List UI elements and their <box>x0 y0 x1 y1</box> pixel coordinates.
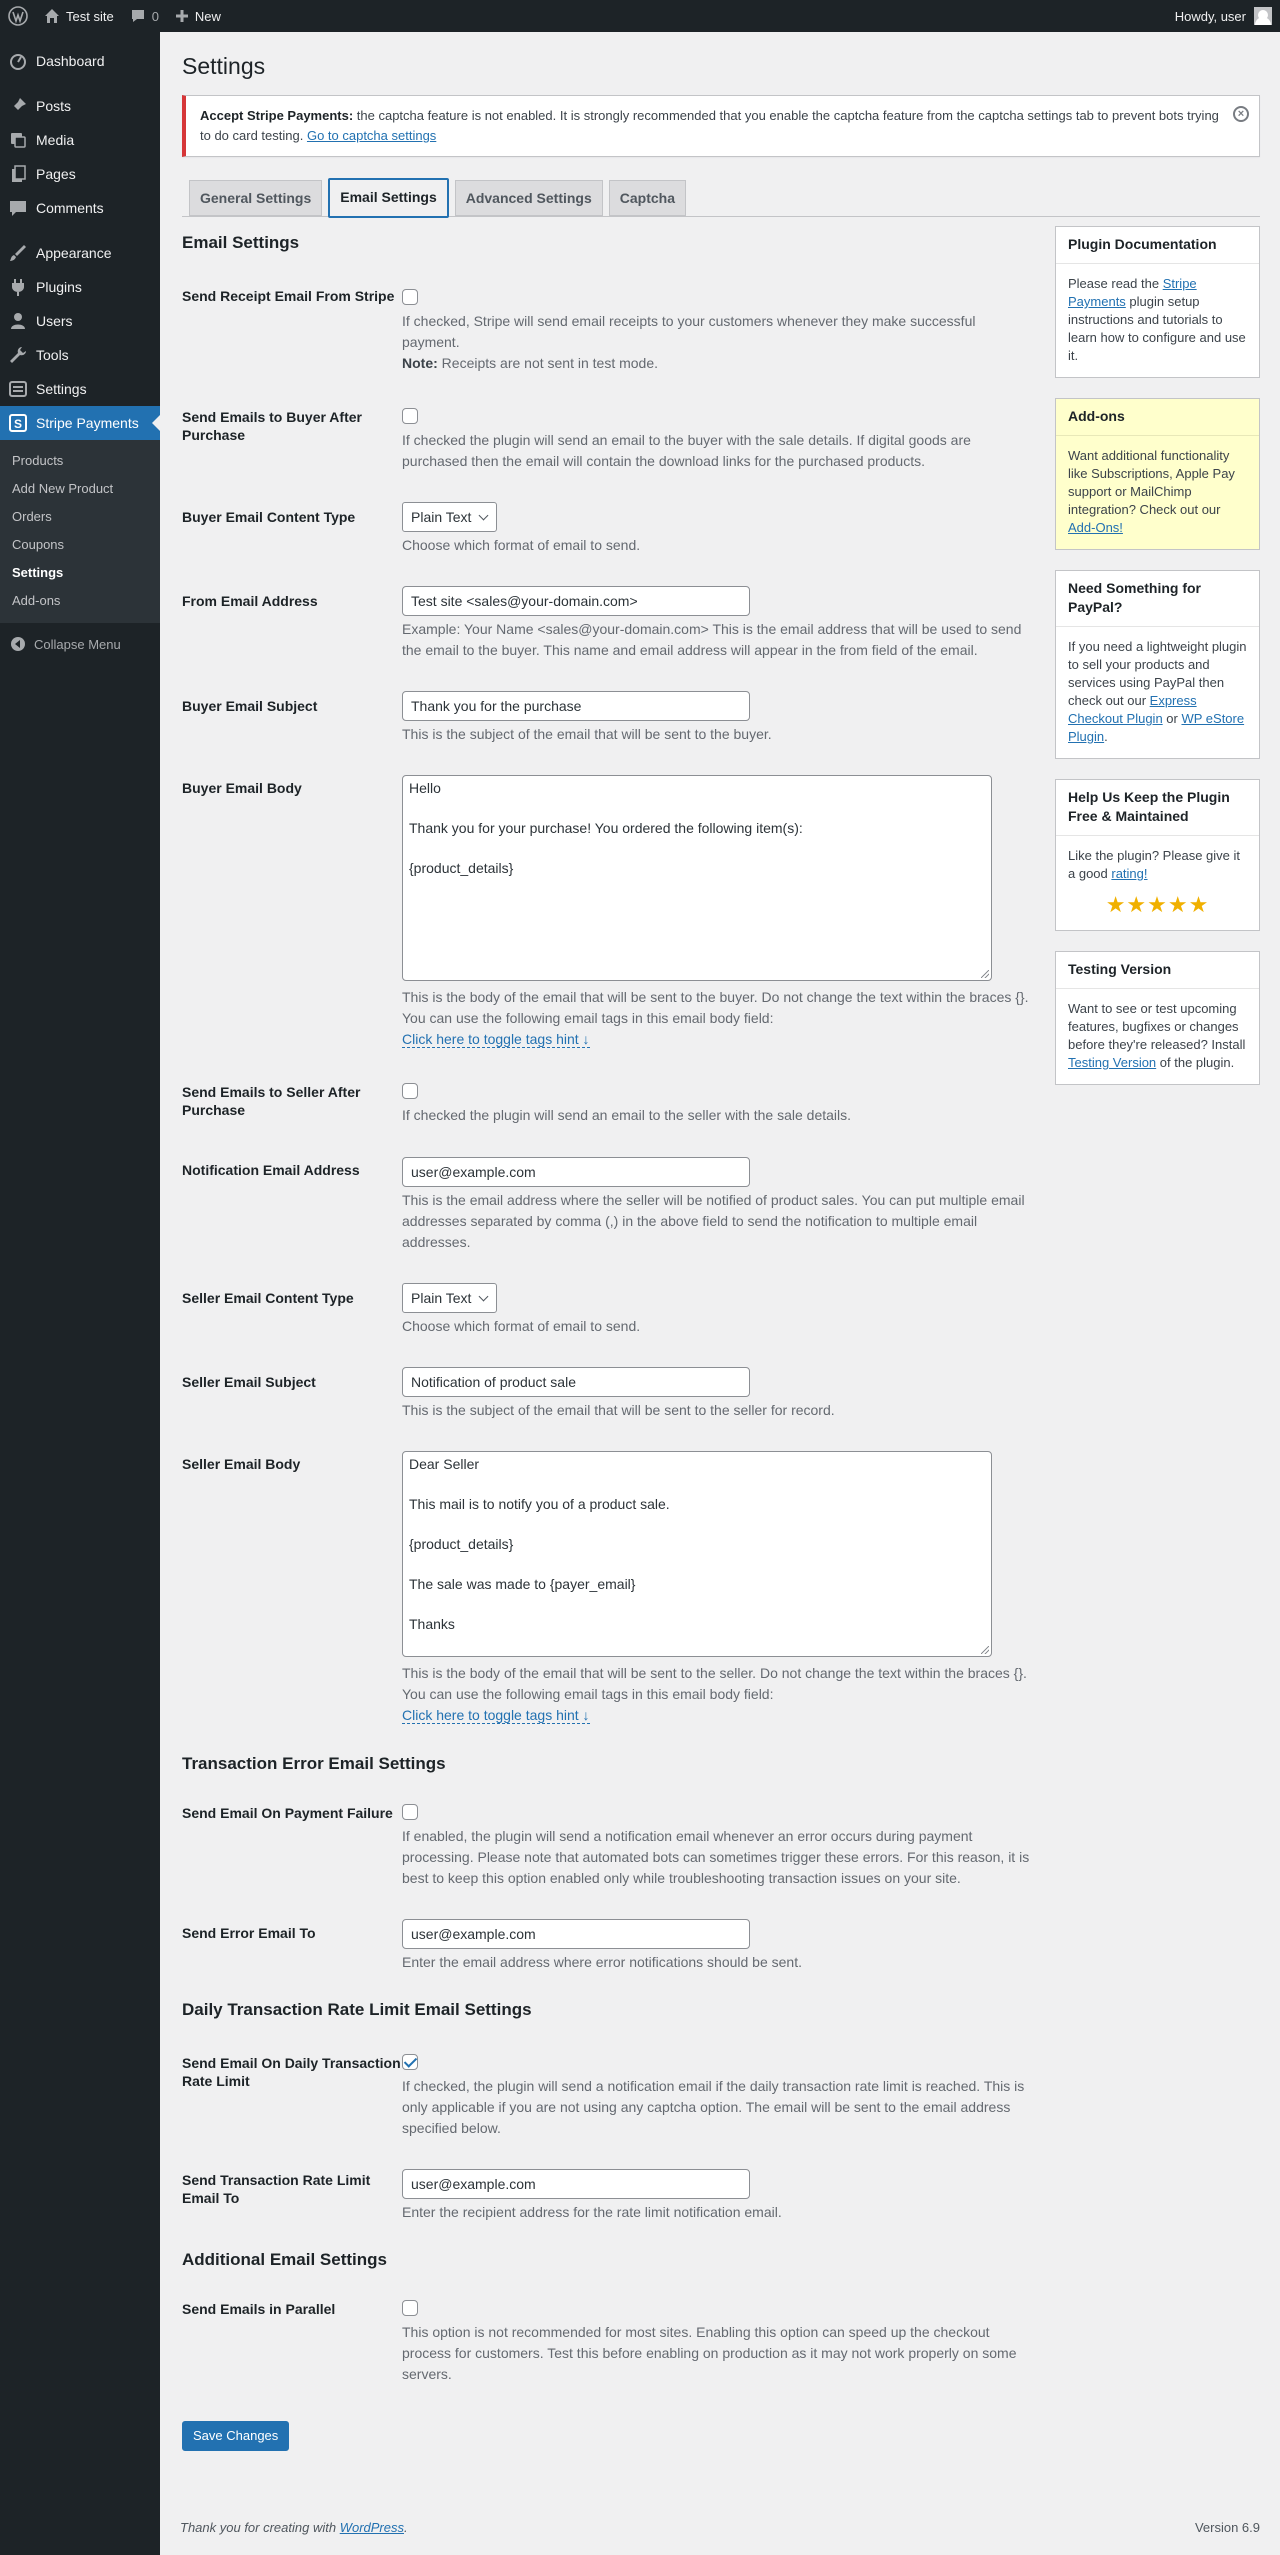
send-seller-checkbox[interactable] <box>402 1083 418 1099</box>
paypal-box <box>1055 570 1260 759</box>
from-email-label: From Email Address <box>182 593 318 609</box>
submenu-item-add-new-product[interactable]: Add New Product <box>12 481 114 496</box>
buyer-content-type-label: Buyer Email Content Type <box>182 509 356 525</box>
collapse-menu-button[interactable] <box>0 627 160 661</box>
buyer-subject-row <box>182 691 1030 745</box>
menu-item-plugins[interactable] <box>0 270 160 304</box>
my-account-menu[interactable] <box>1175 7 1280 25</box>
addons-link[interactable]: Add-Ons! <box>1068 520 1123 535</box>
wordpress-link[interactable]: WordPress <box>339 2520 404 2535</box>
testing-version-link[interactable]: Testing Version <box>1068 1055 1157 1070</box>
tab-general-settings[interactable]: General Settings <box>189 180 322 216</box>
submenu-item-coupons[interactable]: Coupons <box>12 537 65 552</box>
plus-icon <box>175 9 189 23</box>
site-name-link[interactable] <box>36 0 122 32</box>
daily-limit-label: Send Email On Daily Transaction Rate Limit <box>182 2055 401 2089</box>
rating-box-title: Help Us Keep the Plugin Free & Maintained <box>1056 780 1259 836</box>
send-receipt-label: Send Receipt Email From Stripe <box>182 288 395 304</box>
rating-text-1: Like the plugin? Please give it a good <box>1068 848 1241 881</box>
home-icon <box>44 8 60 24</box>
payment-failure-row <box>182 1804 1030 1889</box>
buyer-body-row <box>182 775 1030 1050</box>
comments-link[interactable] <box>122 0 167 32</box>
seller-subject-label: Seller Email Subject <box>182 1374 316 1390</box>
parallel-row <box>182 2300 1030 2385</box>
buyer-subject-label: Buyer Email Subject <box>182 698 318 714</box>
seller-content-type-row <box>182 1283 1030 1337</box>
submenu-item-add-ons[interactable]: Add-ons <box>12 593 61 608</box>
menu-item-label: Users <box>36 313 73 329</box>
wrench-icon <box>8 345 28 365</box>
captcha-notice <box>182 95 1260 157</box>
site-name: Test site <box>66 8 114 24</box>
brush-icon <box>8 243 28 263</box>
seller-body-desc: This is the body of the email that will be sent to the seller. Do not change the text within the braces {}. You can use the following email tags in this email body field: <box>402 1665 1027 1702</box>
wp-estore-link[interactable]: WP eStore Plugin <box>1068 711 1245 744</box>
seller-content-type-label: Seller Email Content Type <box>182 1290 354 1306</box>
buyer-body-label: Buyer Email Body <box>182 780 302 796</box>
menu-item-appearance[interactable] <box>0 236 160 270</box>
paypal-text-3: . <box>1104 729 1108 744</box>
pages-icon <box>8 164 28 184</box>
buyer-content-type-desc: Choose which format of email to send. <box>402 537 641 553</box>
send-receipt-desc: If checked, Stripe will send email receipts to your customers whenever they make successful payment. <box>402 313 976 350</box>
seller-body-textarea[interactable]: Dear Seller This mail is to notify you of a product sale. {product_details} The sale was made to {payer_email} Thanks <box>402 1451 992 1657</box>
payment-failure-checkbox[interactable] <box>402 1804 418 1820</box>
rate-limit-email-label: Send Transaction Rate Limit Email To <box>182 2172 371 2206</box>
payment-failure-desc: If enabled, the plugin will send a notification email whenever an error occurs during payment processing. Please note that automated bots can sometimes trigger these errors. For this reason, it is best to keep this option enabled only while troubleshooting transaction issues on your site. <box>402 1828 1030 1886</box>
addons-text-1: Want additional functionality like Subscriptions, Apple Pay support or MailChimp integration? Check out our <box>1068 448 1235 517</box>
error-email-desc: Enter the email address where error notifications should be sent. <box>402 1954 802 1970</box>
wp-logo-menu[interactable] <box>0 0 36 32</box>
media-icon <box>8 130 28 150</box>
rate-limit-email-input[interactable]: user@example.com <box>402 2169 750 2199</box>
rating-box <box>1055 779 1260 931</box>
menu-item-stripe-payments[interactable] <box>0 406 160 440</box>
notice-title: Accept Stripe Payments: <box>200 108 354 123</box>
addons-box <box>1055 398 1260 550</box>
admin-menu <box>0 32 160 2555</box>
dismiss-icon[interactable]: × <box>1233 106 1249 122</box>
menu-item-comments[interactable] <box>0 191 160 225</box>
send-seller-desc: If checked the plugin will send an email to the seller with the sale details. <box>402 1107 852 1123</box>
collapse-menu-label: Collapse Menu <box>34 636 121 652</box>
doc-text-2: plugin setup instructions and tutorials to learn how to configure and use it. <box>1068 294 1246 363</box>
daily-limit-checkbox[interactable] <box>402 2054 418 2070</box>
version-text: Version 6.9 <box>1194 2520 1260 2535</box>
paypal-box-text <box>1068 638 1247 746</box>
notify-email-label: Notification Email Address <box>182 1162 360 1178</box>
main-content <box>182 32 1260 2451</box>
seller-body-label: Seller Email Body <box>182 1456 301 1472</box>
error-email-label: Send Error Email To <box>182 1925 316 1941</box>
save-changes-button[interactable]: Save Changes <box>182 2421 289 2451</box>
wordpress-logo-icon <box>8 6 28 26</box>
menu-item-label: Pages <box>36 166 76 182</box>
daily-limit-heading: Daily Transaction Rate Limit Email Settings <box>182 2000 532 2019</box>
admin-footer <box>180 2520 1260 2535</box>
testing-box-text <box>1068 1000 1247 1072</box>
txn-error-heading: Transaction Error Email Settings <box>182 1754 446 1773</box>
send-buyer-row <box>182 408 1030 472</box>
submenu-item-products[interactable]: Products <box>12 453 64 468</box>
parallel-checkbox[interactable] <box>402 2300 418 2316</box>
paypal-text-2: or <box>1162 711 1182 726</box>
send-receipt-row <box>182 287 1030 374</box>
notify-email-input[interactable]: user@example.com <box>402 1157 750 1187</box>
menu-item-label: Comments <box>36 200 104 216</box>
menu-item-dashboard[interactable] <box>0 44 160 78</box>
email-settings-heading: Email Settings <box>182 233 300 252</box>
send-receipt-note <box>402 353 1030 374</box>
doc-box-text <box>1068 275 1247 365</box>
notice-text: the captcha feature is not enabled. It is strongly recommended that you enable the captcha feature from the captcha settings tab to prevent bots trying to do card testing. <box>200 108 1219 143</box>
buyer-subject-input[interactable]: Thank you for the purchase <box>402 691 750 721</box>
rating-link[interactable]: rating! <box>1111 866 1148 881</box>
note-label: Note: <box>402 355 438 371</box>
buyer-body-textarea[interactable]: Hello Thank you for your purchase! You ordered the following item(s): {product_details} <box>402 775 992 981</box>
footer-text-1: Thank you for creating with <box>180 2520 340 2535</box>
svg-text:S: S <box>13 417 23 431</box>
submenu-item-orders[interactable]: Orders <box>12 509 52 524</box>
express-checkout-link[interactable]: Express Checkout Plugin <box>1068 693 1197 726</box>
send-buyer-checkbox[interactable] <box>402 408 418 424</box>
buyer-tags-hint-toggle[interactable]: Click here to toggle tags hint ↓ <box>402 1031 590 1047</box>
daily-limit-row <box>182 2054 1030 2139</box>
captcha-settings-link[interactable]: Go to captcha settings <box>306 128 437 143</box>
settings-form <box>182 227 1030 2451</box>
buyer-body-desc: This is the body of the email that will be sent to the buyer. Do not change the text within the braces {}. You can use the following email tags in this email body field: <box>402 989 1029 1026</box>
seller-content-type-select[interactable]: Plain Text <box>402 1283 497 1313</box>
stripe-payments-link[interactable]: Stripe Payments <box>1068 276 1197 309</box>
dashboard-icon <box>8 51 28 71</box>
from-email-row <box>182 586 1030 661</box>
menu-item-tools[interactable] <box>0 338 160 372</box>
seller-subject-row <box>182 1367 1030 1421</box>
rate-limit-email-desc: Enter the recipient address for the rate limit notification email. <box>402 2204 782 2220</box>
error-email-row <box>182 1919 1030 1973</box>
addons-box-text <box>1068 447 1247 537</box>
testing-text-1: Want to see or test upcoming features, bugfixes or changes before they're released? Install <box>1068 1001 1246 1052</box>
paypal-text-1: If you need a lightweight plugin to sell your products and services using PayPal then check out our <box>1068 639 1247 708</box>
menu-item-label: Appearance <box>36 245 112 261</box>
menu-item-label: Posts <box>36 98 72 114</box>
menu-item-label: Media <box>36 132 75 148</box>
settings-tabs <box>182 180 1260 217</box>
send-receipt-checkbox[interactable] <box>402 289 418 305</box>
star-rating-icon[interactable]: ★★★★★ <box>1105 892 1210 917</box>
tab-email-settings[interactable]: Email Settings <box>328 178 448 218</box>
testing-box-title: Testing Version <box>1056 952 1259 989</box>
menu-item-pages[interactable] <box>0 157 160 191</box>
additional-heading: Additional Email Settings <box>182 2250 387 2269</box>
footer-text-2: . <box>404 2520 408 2535</box>
testing-box <box>1055 951 1260 1085</box>
menu-item-label: Stripe Payments <box>36 415 139 431</box>
error-email-input[interactable]: user@example.com <box>402 1919 750 1949</box>
stripe-payments-submenu <box>0 440 160 623</box>
seller-content-type-desc: Choose which format of email to send. <box>402 1318 641 1334</box>
submenu-item-settings[interactable]: Settings <box>12 565 64 580</box>
comments-icon <box>8 198 28 218</box>
addons-box-title: Add-ons <box>1056 399 1259 436</box>
admin-bar <box>0 0 1280 32</box>
notify-email-row <box>182 1157 1030 1253</box>
plugin-icon <box>8 277 28 297</box>
footer-thankyou <box>180 2520 408 2535</box>
testing-text-2: of the plugin. <box>1156 1055 1235 1070</box>
tab-captcha[interactable]: Captcha <box>609 180 686 216</box>
send-seller-label: Send Emails to Seller After Purchase <box>182 1084 361 1118</box>
seller-subject-input[interactable]: Notification of product sale <box>402 1367 750 1397</box>
note-text: Receipts are not sent in test mode. <box>437 355 659 371</box>
seller-body-row <box>182 1451 1030 1726</box>
send-buyer-desc: If checked the plugin will send an email to the buyer with the sale details. If digital goods are purchased then the email will contain the download links for the purchased products. <box>402 432 971 469</box>
avatar <box>1254 7 1272 25</box>
menu-item-label: Plugins <box>36 279 82 295</box>
paypal-box-title: Need Something for PayPal? <box>1056 571 1259 627</box>
rating-box-text <box>1068 847 1247 883</box>
doc-text-1: Please read the <box>1068 276 1163 291</box>
seller-subject-desc: This is the subject of the email that will be sent to the seller for record. <box>402 1402 835 1418</box>
menu-item-label: Tools <box>36 347 69 363</box>
seller-tags-hint-toggle[interactable]: Click here to toggle tags hint ↓ <box>402 1707 590 1723</box>
collapse-arrow-icon <box>10 636 26 652</box>
menu-item-media[interactable] <box>0 123 160 157</box>
buyer-content-type-select[interactable]: Plain Text <box>402 502 497 532</box>
new-label: New <box>194 8 221 24</box>
stripe-icon <box>8 413 28 433</box>
comment-bubble-icon <box>130 8 146 24</box>
send-seller-row <box>182 1083 1030 1126</box>
users-icon <box>8 311 28 331</box>
menu-item-posts[interactable] <box>0 89 160 123</box>
menu-item-label: Dashboard <box>36 53 105 69</box>
notify-email-desc: This is the email address where the seller will be notified of product sales. You can put multiple email addresses separated by comma (,) in the above field to send the notification to multiple email addresses. <box>402 1192 1025 1250</box>
menu-item-label: Settings <box>36 381 87 397</box>
send-buyer-label: Send Emails to Buyer After Purchase <box>182 409 362 443</box>
parallel-desc: This option is not recommended for most sites. Enabling this option can speed up the checkout process for customers. Test this before enabling on production as it may not work properly on some servers. <box>402 2324 1017 2382</box>
buyer-subject-desc: This is the subject of the email that will be sent to the buyer. <box>402 726 772 742</box>
comments-count: 0 <box>151 8 159 24</box>
doc-box <box>1055 226 1260 378</box>
payment-failure-label: Send Email On Payment Failure <box>182 1805 393 1821</box>
tab-advanced-settings[interactable]: Advanced Settings <box>455 180 603 216</box>
buyer-content-type-row <box>182 502 1030 556</box>
menu-item-users[interactable] <box>0 304 160 338</box>
sliders-icon <box>8 379 28 399</box>
from-email-input[interactable]: Test site <sales@your-domain.com> <box>402 586 750 616</box>
plugin-sidebar <box>1055 226 1260 2451</box>
daily-limit-desc: If checked, the plugin will send a notification email if the daily transaction rate limit is reached. This is only applicable if you are not using any captcha option. The email will be sent to the email address specified below. <box>402 2078 1025 2136</box>
page-title: Settings <box>182 53 266 79</box>
howdy-text: Howdy, user <box>1174 8 1246 24</box>
rate-limit-email-row <box>182 2169 1030 2223</box>
from-email-desc: Example: Your Name <sales@your-domain.com> This is the email address that will be used to send the email to the buyer. This name and email address will appear in the from field of the email. <box>402 621 1022 658</box>
doc-box-title: Plugin Documentation <box>1056 227 1259 264</box>
pin-icon <box>8 96 28 116</box>
parallel-label: Send Emails in Parallel <box>182 2301 336 2317</box>
new-content-menu[interactable] <box>167 0 229 32</box>
menu-item-settings[interactable] <box>0 372 160 406</box>
